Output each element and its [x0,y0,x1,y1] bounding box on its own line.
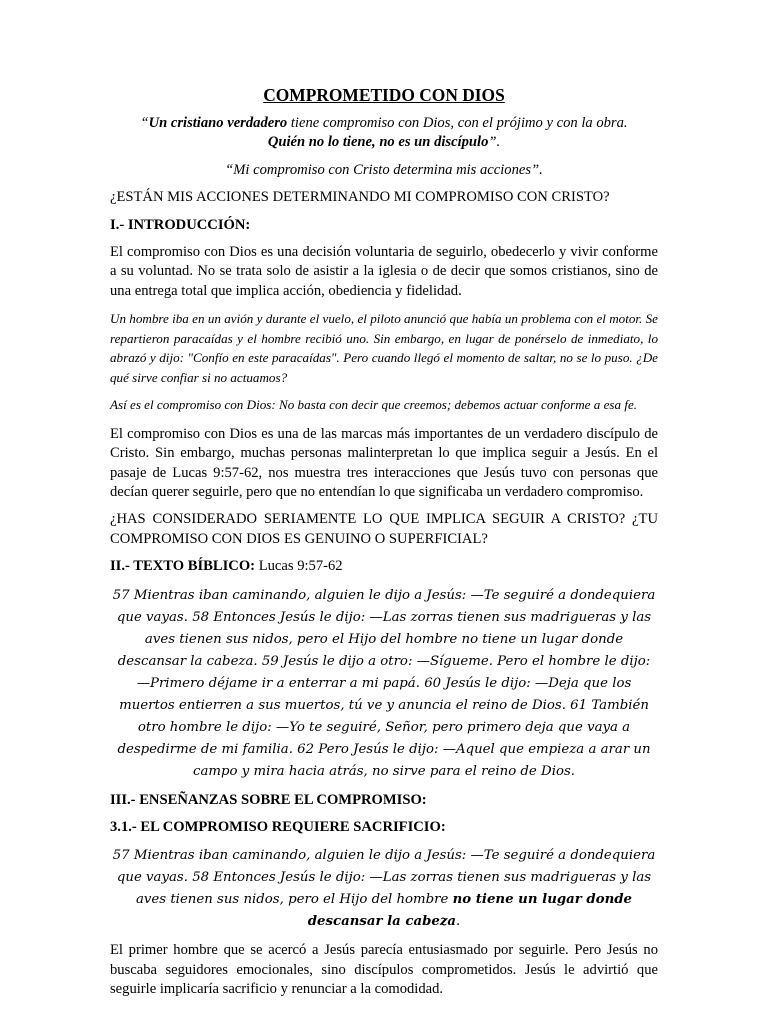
document-page [110,84,658,1000]
bible-passage: 57 Mientras iban caminando, alguien le dijo a Jesús: —Te seguiré a dondequiera que vayas. 58 Entonces Jesús le dijo: —Las zorras tienen sus madrigueras y las aves tienen sus nidos, pero el Hijo del hombre no tiene un lugar donde descansar la cabeza. 59 Jesús le dijo a otro: —Sígueme. Pero el hombre le dijo: —Primero déjame ir a enterrar a mi papá. 60 Jesús le dijo: —Deja que los muertos entierren a sus muertos, tú ve y anuncia el reino de Dios. 61 También otro hombre le dijo: —Yo te seguiré, Señor, pero primero deja que vaya a despedirme de mi familia. 62 Pero Jesús le dijo: —Aquel que empieza a arar un campo y mira hacia atrás, no sirve para el reino de Dios. [112,587,656,779]
section-heading-teachings: III.- ENSEÑANZAS SOBRE EL COMPROMISO: [110,791,427,808]
story-moral: Así es el compromiso con Dios: No basta con decir que creemos; debemos actuar conforme a esa fe. [110,397,638,413]
subsection-passage [110,845,658,933]
quote-bold-conclusion: Quién no lo tiene, no es un discípulo [267,134,489,151]
subsection-passage-text: 57 Mientras iban caminando, alguien le dijo a Jesús: —Te seguiré a dondequiera que vayas. 58 Entonces Jesús le dijo: —Las zorras tienen sus madrigueras y las aves tienen sus nidos, pero el Hijo del hombre [112,848,656,908]
section-heading-bible-text [110,557,658,576]
guiding-question: ¿ESTÁN MIS ACCIONES DETERMINANDO MI COMPROMISO CON CRISTO? [110,189,610,206]
quote-bold-phrase: Un cristiano verdadero [148,115,288,131]
subsection-paragraph: El primer hombre que se acercó a Jesús parecía entusiasmado por seguirle. Pero Jesús no buscaba seguidores emocionales, sino discípulos comprometidos. Jesús le advirtió que seguirle implicaría sacrificio y renunciar a la comodidad. [110,942,658,998]
subsection-passage-end: . [456,914,461,930]
bible-text-label: II.- TEXTO BÍBLICO: [110,558,256,575]
document-title: COMPROMETIDO CON DIOS [263,85,505,105]
quote-rest: tiene compromiso con Dios, con el prójimo y con la obra. [287,115,628,131]
illustration-story: Un hombre iba en un avión y durante el vuelo, el piloto anunció que había un problema con el motor. Se repartieron paracaídas y el hombre recibió uno. Sin embargo, en lugar de ponérselo de inmediato, lo abrazó y dijo: "Confío en este paracaídas". Pero cuando llegó el momento de saltar, no se lo puso. ¿De qué sirve confiar si no actuamos? [110,311,658,385]
subsection-passage-emphasis: no tiene un lugar donde descansar la cabeza [307,892,633,930]
opening-quote [110,114,658,153]
quote-open-mark: “ [140,115,149,131]
intro-paragraph-2: El compromiso con Dios es una de las marcas más importantes de un verdadero discípulo de Cristo. Sin embargo, muchas personas malinterpretan lo que implica seguir a Jesús. En el pasaje de Lucas 9:57-62, nos muestra tres interacciones que Jesús tuvo con personas que decían querer seguirle, pero que no entendían lo que significaba un verdadero compromiso. [110,425,658,500]
subsection-heading-sacrifice: 3.1.- EL COMPROMISO REQUIERE SACRIFICIO: [110,819,446,835]
bible-reference: Lucas 9:57-62 [255,558,343,575]
commitment-quote: “Mi compromiso con Cristo determina mis acciones”. [225,161,543,178]
reflection-question: ¿HAS CONSIDERADO SERIAMENTE LO QUE IMPLICA SEGUIR A CRISTO? ¿TU COMPROMISO CON DIOS ES GENUINO O SUPERFICIAL? [110,511,658,547]
quote-close-mark: ”. [488,134,501,151]
section-heading-introduction: I.- INTRODUCCIÓN: [110,216,251,233]
intro-paragraph: El compromiso con Dios es una decisión voluntaria de seguirlo, obedecerlo y vivir conforme a su voluntad. No se trata solo de asistir a la iglesia o de decir que somos cristianos, sino de una entrega total que implica acción, obediencia y fidelidad. [110,244,658,299]
